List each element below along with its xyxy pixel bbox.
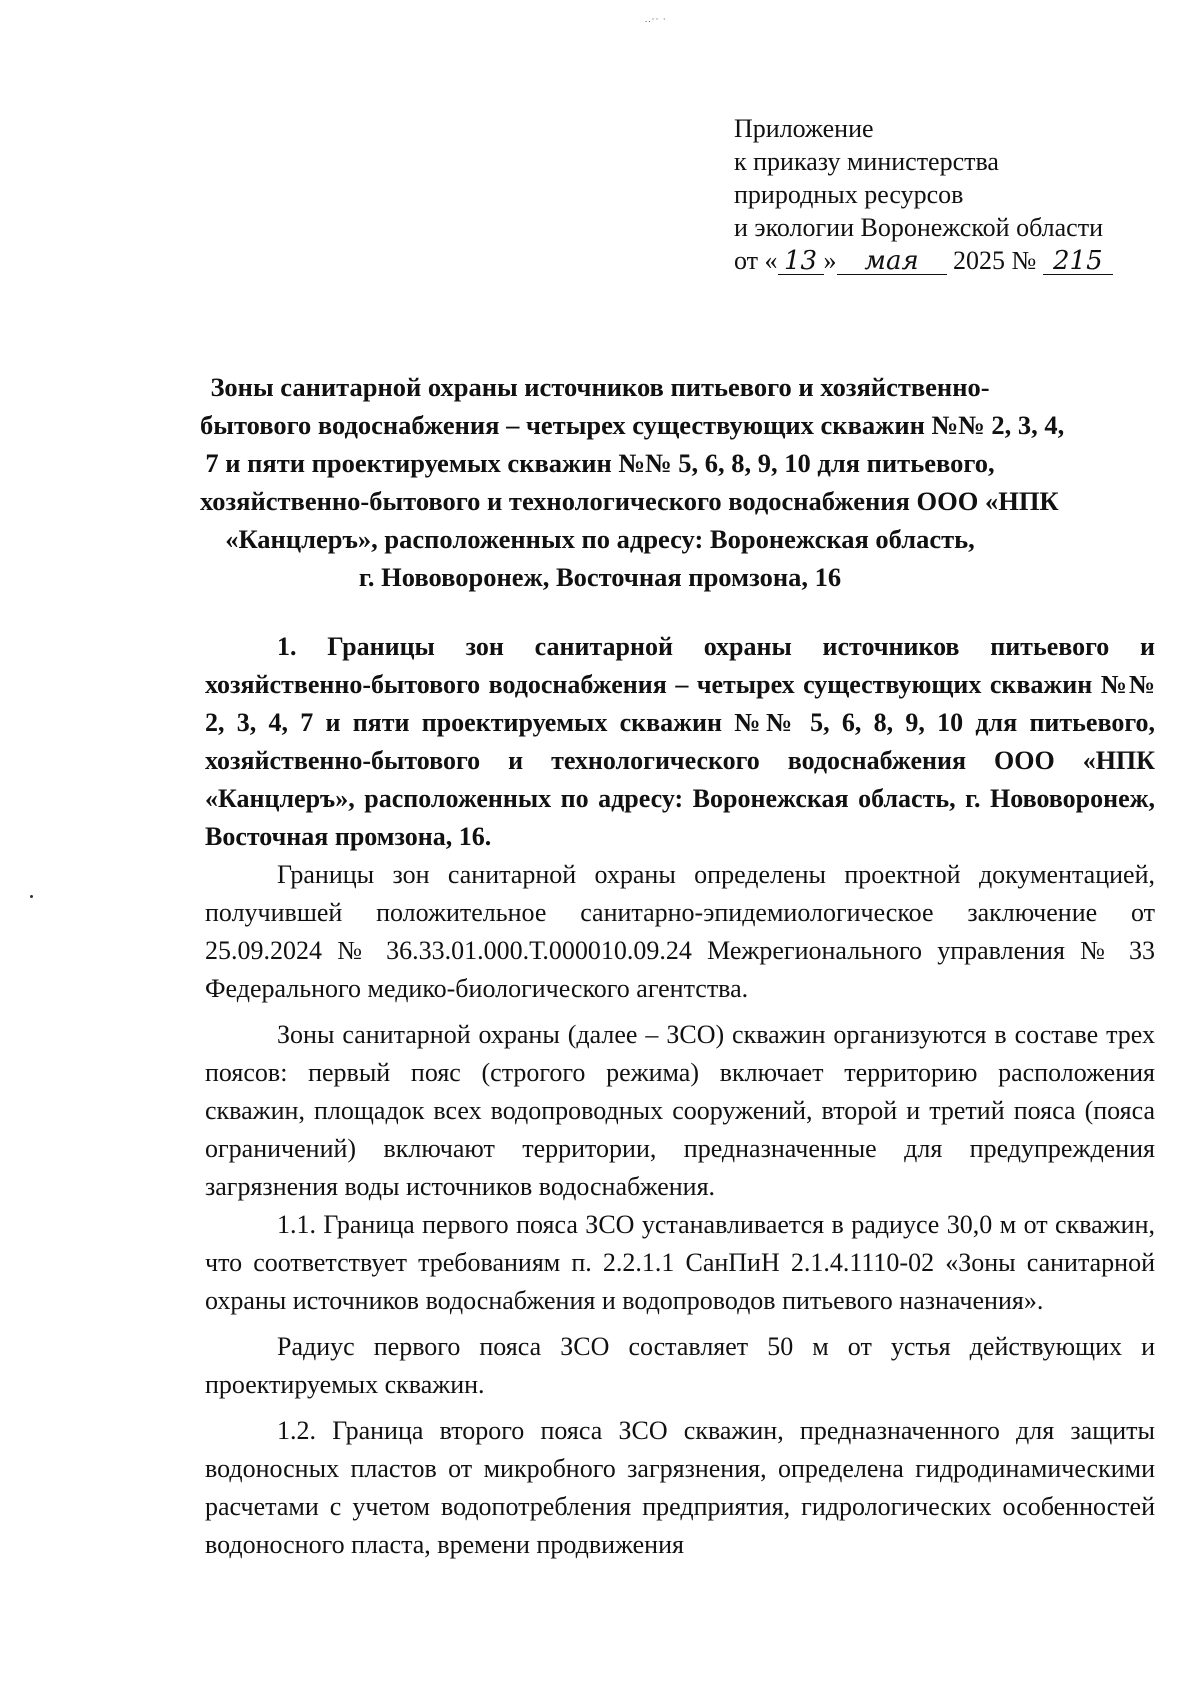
- paragraph-1-2: 1.2. Граница второго пояса ЗСО скважин, предназначенного для защиты водоносных пластов от микробного загрязнения, определена гидродинамическими расчетами с учетом водопотребления предприятия, гидрологических особенностей водоносного пласта, времени продвижения: [205, 1416, 1155, 1559]
- paragraph-boundaries-defined: Границы зон санитарной охраны определены проектной документацией, получившей положительное санитарно-эпидемиологическое заключение от 25.09.2024 № 36.33.01.000.Т.000010.09.24 Межрегионального управления № 33 Федерального медико-биологического агентства.: [205, 860, 1155, 1003]
- appendix-line-2: к приказу министерства: [734, 147, 999, 176]
- document-body: [205, 628, 1155, 1564]
- appendix-line-3: природных ресурсов: [734, 180, 964, 209]
- handwritten-day: 13: [778, 248, 824, 275]
- title-line-6: г. Нововоронеж, Восточная промзона, 16: [358, 562, 842, 592]
- title-line-4: хозяйственно-бытового и технологического водоснабжения ООО «НПК: [200, 486, 1059, 516]
- date-year-number-label: 2025 №: [953, 246, 1037, 275]
- paragraph-zso-belts: Зоны санитарной охраны (далее – ЗСО) скважин организуются в составе трех поясов: первый пояс (строгого режима) включает территорию расположения скважин, площадок всех водопроводных сооружений, второй и третий пояса (пояса ограничений) включают территории, предназначенные для предупреждения загрязнения воды источников водоснабжения.: [205, 1020, 1155, 1201]
- appendix-date-line: [734, 244, 1113, 277]
- scan-artifact-mark: ..·· ·: [645, 14, 667, 24]
- scan-artifact-dot: [30, 895, 33, 898]
- appendix-line-4: и экологии Воронежской области: [734, 213, 1103, 242]
- appendix-line-1: Приложение: [734, 114, 874, 143]
- title-line-5: «Канцлеръ», расположенных по адресу: Воронежская область,: [225, 524, 975, 554]
- paragraph-1-1: 1.1. Граница первого пояса ЗСО устанавливается в радиусе 30,0 м от скважин, что соответствует требованиям п. 2.2.1.1 СанПиН 2.1.4.1110-02 «Зоны санитарной охраны источников водоснабжения и водопроводов питьевого назначения».: [205, 1210, 1155, 1315]
- date-prefix: от «: [734, 246, 778, 275]
- title-line-2: бытового водоснабжения – четырех существующих скважин №№ 2, 3, 4,: [200, 410, 1065, 440]
- appendix-block: [734, 112, 1113, 277]
- title-line-3: 7 и пяти проектируемых скважин №№ 5, 6, 8, 9, 10 для питьевого,: [205, 448, 995, 478]
- title-line-1: Зоны санитарной охраны источников питьевого и хозяйственно-: [210, 372, 990, 402]
- date-quote-close: »: [823, 246, 837, 275]
- section-1-heading: 1. Границы зон санитарной охраны источников питьевого и хозяйственно-бытового водоснабжения – четырех существующих скважин №№ 2, 3, 4, 7 и пяти проектируемых скважин №№ 5, 6, 8, 9, 10 для питьевого, хозяйственно-бытового и технологического водоснабжения ООО «НПК «Канцлеръ», расположенных по адресу: Воронежская область, г. Нововоронеж, Восточная промзона, 16.: [205, 632, 1155, 851]
- paragraph-radius: Радиус первого пояса ЗСО составляет 50 м от устья действующих и проектируемых скважин.: [205, 1332, 1155, 1399]
- handwritten-month: мая: [837, 248, 947, 275]
- handwritten-order-number: 215: [1043, 248, 1113, 275]
- document-title: [200, 368, 1065, 596]
